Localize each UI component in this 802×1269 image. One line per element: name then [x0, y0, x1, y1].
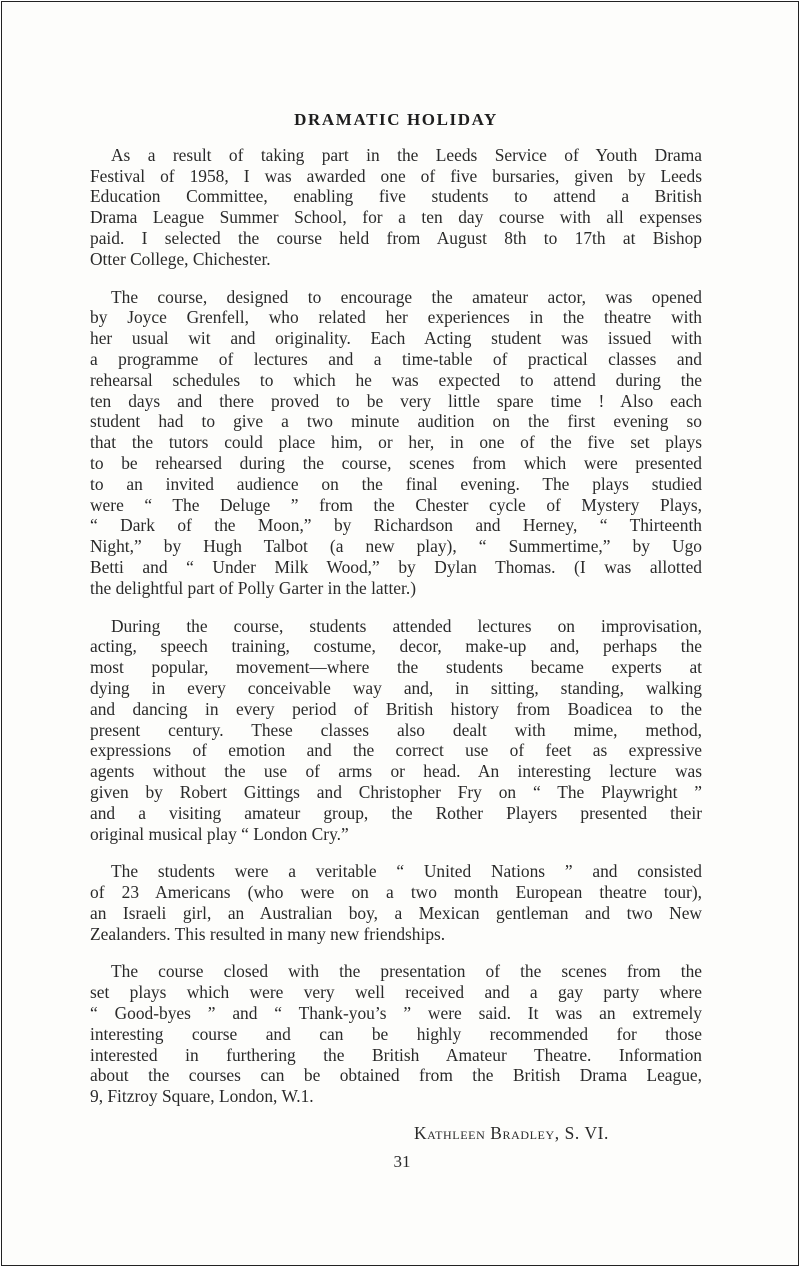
- paragraph-line: ten days and there proved to be very little spare time ! Also each: [90, 390, 702, 411]
- article-title: DRAMATIC HOLIDAY: [294, 110, 498, 129]
- paragraph-line: paid. I selected the course held from August 8th to 17th at Bishop: [90, 227, 702, 248]
- paragraph-line: As a result of taking part in the Leeds Service of Youth Drama: [111, 144, 702, 165]
- paragraph-line: about the courses can be obtained from the British Drama League,: [90, 1065, 702, 1086]
- paragraph-line: agents without the use of arms or head. An interesting lecture was: [90, 761, 702, 782]
- paragraph-line: During the course, students attended lectures on improvisation,: [111, 615, 702, 636]
- paragraph-line: the delightful part of Polly Garter in the latter.): [90, 577, 416, 598]
- paragraph-line: Betti and “ Under Milk Wood,” by Dylan Thomas. (I was allotted: [90, 556, 702, 577]
- paragraph-line: by Joyce Grenfell, who related her experiences in the theatre with: [90, 307, 702, 328]
- paragraph-line: student had to give a two minute audition on the first evening so: [90, 411, 702, 432]
- paragraph-line: her usual wit and originality. Each Acting student was issued with: [90, 328, 702, 349]
- article-body: [90, 110, 702, 1124]
- paragraph: [90, 961, 702, 1107]
- paragraph-line: to be rehearsed during the course, scenes from which were presented: [90, 452, 702, 473]
- paragraph-line: of 23 Americans (who were on a two month European theatre tour),: [90, 882, 702, 903]
- paragraph-line: that the tutors could place him, or her, in one of the five set plays: [90, 432, 702, 453]
- paragraph: [90, 616, 702, 845]
- paragraph-line: expressions of emotion and the correct use of feet as expressive: [90, 740, 702, 761]
- paragraph-line: Zealanders. This resulted in many new friendships.: [90, 923, 446, 944]
- paragraph-line: and dancing in every period of British history from Boadicea to the: [90, 698, 702, 719]
- paragraph-line: Otter College, Chichester.: [90, 248, 271, 269]
- paragraph-line: given by Robert Gittings and Christopher Fry on “ The Playwright ”: [90, 781, 702, 802]
- paragraph-line: rehearsal schedules to which he was expected to attend during the: [90, 369, 702, 390]
- paragraph-line: Education Committee, enabling five students to attend a British: [90, 186, 702, 207]
- paragraph-line: Drama League Summer School, for a ten day course with all expenses: [90, 207, 702, 228]
- paragraph-line: Festival of 1958, I was awarded one of five bursaries, given by Leeds: [90, 165, 702, 186]
- paragraph-line: a programme of lectures and a time-table of practical classes and: [90, 348, 702, 369]
- paragraph-line: acting, speech training, costume, decor, make-up and, perhaps the: [90, 636, 702, 657]
- paragraph: [90, 145, 702, 270]
- paragraph-line: present century. These classes also dealt with mime, method,: [90, 719, 702, 740]
- paragraph: [90, 861, 702, 944]
- paragraph-line: The course closed with the presentation of the scenes from the: [111, 961, 702, 982]
- article-paragraphs: [90, 145, 702, 1107]
- paragraph-line: The course, designed to encourage the amateur actor, was opened: [111, 286, 702, 307]
- paragraph: [90, 287, 702, 599]
- paragraph-line: original musical play “ London Cry.”: [90, 823, 349, 844]
- author-signature: Kathleen Bradley, S. VI.: [414, 1123, 610, 1143]
- paragraph-line: The students were a veritable “ United Nations ” and consisted: [111, 861, 702, 882]
- paragraph-line: Night,” by Hugh Talbot (a new play), “ Summertime,” by Ugo: [90, 536, 702, 557]
- paragraph-line: dying in every conceivable way and, in sitting, standing, walking: [90, 677, 702, 698]
- paragraph-line: set plays which were very well received and a gay party where: [90, 982, 702, 1003]
- paragraph-line: 9, Fitzroy Square, London, W.1.: [90, 1086, 314, 1107]
- paragraph-line: and a visiting amateur group, the Rother Players presented their: [90, 802, 702, 823]
- paragraph-line: most popular, movement—where the students became experts at: [90, 657, 702, 678]
- paragraph-line: interesting course and can be highly recommended for those: [90, 1023, 702, 1044]
- paragraph-line: were “ The Deluge ” from the Chester cycle of Mystery Plays,: [90, 494, 702, 515]
- document-page: [1, 1, 799, 1266]
- paragraph-line: interested in furthering the British Amateur Theatre. Information: [90, 1044, 702, 1065]
- paragraph-line: “ Good-byes ” and “ Thank-you’s ” were said. It was an extremely: [90, 1003, 702, 1024]
- paragraph-line: an Israeli girl, an Australian boy, a Mexican gentleman and two New: [90, 902, 702, 923]
- paragraph-line: to an invited audience on the final evening. The plays studied: [90, 473, 702, 494]
- page-number: 31: [393, 1152, 411, 1171]
- paragraph-line: “ Dark of the Moon,” by Richardson and Herney, “ Thirteenth: [90, 515, 702, 536]
